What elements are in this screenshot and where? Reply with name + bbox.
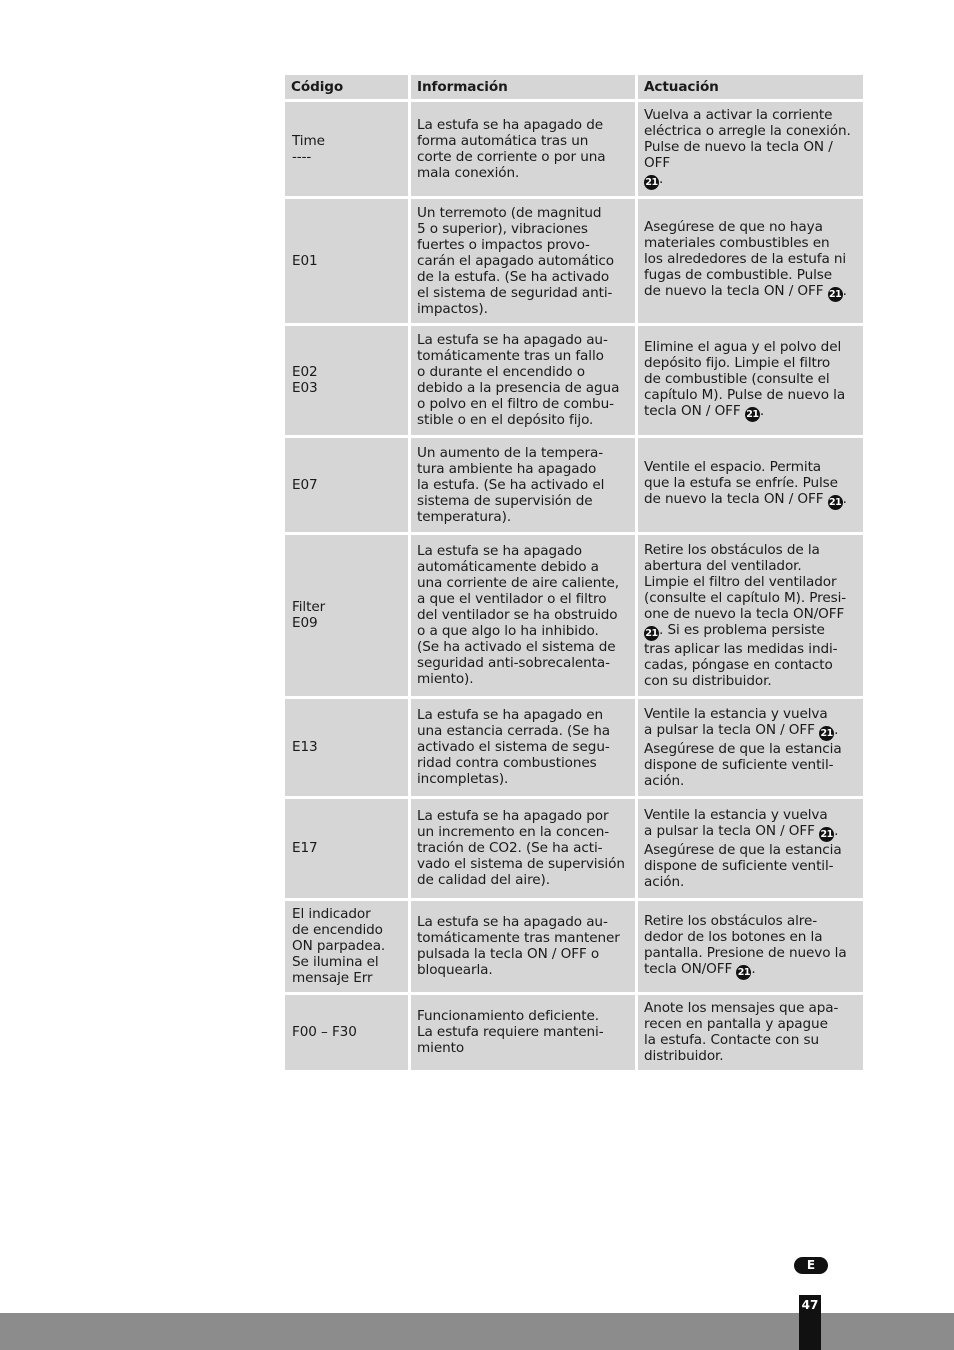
onoff-button-ref-icon: 21 xyxy=(645,177,658,188)
row-action xyxy=(638,901,863,992)
action-text-after: . xyxy=(659,171,664,187)
table-row xyxy=(285,799,863,898)
row-action xyxy=(638,199,863,323)
row-code: E13 xyxy=(285,699,408,796)
error-code-table-container xyxy=(285,75,866,1070)
onoff-button-ref-icon: 21 xyxy=(820,727,833,739)
action-text-after: . xyxy=(751,960,756,977)
table-row xyxy=(285,199,863,323)
onoff-button-ref-icon: 21 xyxy=(737,966,751,978)
action-text: Ventile la estancia y vuelva a pulsar la tecla ON / OFF xyxy=(644,806,828,839)
action-text: Ventile el espacio. Permita que la estufa se enfríe. Pulse de nuevo la tecla ON / OFF xyxy=(644,459,838,507)
row-code: El indicador de encendido ON parpadea. Se ilumina el mensaje Err xyxy=(285,901,408,992)
row-info: La estufa se ha apagado automáticamente debido a una corriente de aire caliente, a que el ventilador o el filtro del ventilador se ha obstruido o a que algo lo ha inhibido. (Se ha activado el sistema de seguridad anti-sobrecalenta- miento). xyxy=(411,535,635,696)
table-header-row xyxy=(285,75,863,99)
row-code: E02 E03 xyxy=(285,326,408,435)
table-row xyxy=(285,699,863,796)
row-info: La estufa se ha apagado por un incremento en la concen- tración de CO2. (Se ha acti- vado el sistema de supervisión de calidad del aire). xyxy=(411,799,635,898)
page-number: 47 xyxy=(799,1295,821,1350)
action-text: Elimine el agua y el polvo del depósito fijo. Limpie el filtro de combustible (consulte el capítulo M). Pulse de nuevo la tecla ON / OFF xyxy=(644,338,846,419)
action-text: Anote los mensajes que apa- recen en pantalla y apague la estufa. Contacte con su distribuidor. xyxy=(644,1000,839,1064)
row-action xyxy=(638,535,863,696)
action-text: Vuelva a activar la corriente eléctrica o arregle la conexión. Pulse de nuevo la tecla ON / OFF xyxy=(644,107,851,171)
row-info: La estufa se ha apagado en una estancia cerrada. (Se ha activado el sistema de segu- ridad contra combustiones incompletas). xyxy=(411,699,635,796)
table-row xyxy=(285,102,863,196)
header-code: Código xyxy=(285,75,408,99)
onoff-button-ref-icon: 21 xyxy=(820,828,833,840)
action-text-after: . xyxy=(842,491,847,507)
table-row xyxy=(285,326,863,435)
table-row xyxy=(285,535,863,696)
row-code: E01 xyxy=(285,199,408,323)
action-text: Ventile la estancia y vuelva a pulsar la tecla ON / OFF xyxy=(644,705,828,738)
row-info: La estufa se ha apagado au- tomáticamente tras un fallo o durante el encendido o debido a la presencia de agua o polvo en el filtro de combu- stible o en el depósito fijo. xyxy=(411,326,635,435)
onoff-button-ref-icon: 21 xyxy=(746,408,759,420)
table-row xyxy=(285,901,863,992)
action-text: Retire los obstáculos de la abertura del ventilador. Limpie el filtro del ventilador (consulte el capítulo M). Presi- one de nuevo la tecla ON/OFF xyxy=(644,541,847,622)
row-info: La estufa se ha apagado au- tomáticamente tras mantener pulsada la tecla ON / OFF o bloquearla. xyxy=(411,901,635,992)
row-code: E17 xyxy=(285,799,408,898)
header-info: Información xyxy=(411,75,635,99)
row-code: Time ---- xyxy=(285,102,408,196)
row-code: F00 – F30 xyxy=(285,995,408,1070)
row-action xyxy=(638,995,863,1070)
action-text: Retire los obstáculos alre- dedor de los botones en la pantalla. Presione de nuevo la tecla ON/OFF xyxy=(644,912,847,977)
row-info: La estufa se ha apagado de forma automática tras un corte de corriente o por una mala conexión. xyxy=(411,102,635,196)
action-text-after: . Asegúrese de que la estancia dispone de suficiente ventil- ación. xyxy=(644,822,842,890)
table-row xyxy=(285,438,863,532)
action-text-after: . Si es problema persiste tras aplicar las medidas indi- cadas, póngase en contacto con su distribuidor. xyxy=(644,621,838,689)
action-text: Asegúrese de que no haya materiales combustibles en los alrededores de la estufa ni fugas de combustible. Pulse de nuevo la tecla ON / OFF xyxy=(644,219,847,299)
action-text-after: . Asegúrese de que la estancia dispone de suficiente ventil- ación. xyxy=(644,721,842,789)
header-action: Actuación xyxy=(638,75,863,99)
row-action xyxy=(638,699,863,796)
row-info: Funcionamiento deficiente. La estufa requiere manteni- miento xyxy=(411,995,635,1070)
row-info: Un terremoto (de magnitud 5 o superior), vibraciones fuertes o impactos provo- carán el apagado automático de la estufa. (Se ha activado el sistema de seguridad anti- impactos). xyxy=(411,199,635,323)
table-row xyxy=(285,995,863,1070)
onoff-button-ref-icon: 21 xyxy=(645,627,658,639)
row-code: Filter E09 xyxy=(285,535,408,696)
row-info: Un aumento de la tempera- tura ambiente ha apagado la estufa. (Se ha activado el sistema de supervisión de temperatura). xyxy=(411,438,635,532)
action-text-after: . xyxy=(759,402,765,419)
onoff-button-ref-icon: 21 xyxy=(829,289,842,300)
row-action xyxy=(638,102,863,196)
row-action xyxy=(638,326,863,435)
onoff-button-ref-icon: 21 xyxy=(829,497,842,508)
error-code-table xyxy=(282,72,866,1073)
row-code: E07 xyxy=(285,438,408,532)
row-action xyxy=(638,799,863,898)
language-badge: E xyxy=(794,1257,828,1274)
row-action xyxy=(638,438,863,532)
action-text-after: . xyxy=(842,283,847,299)
